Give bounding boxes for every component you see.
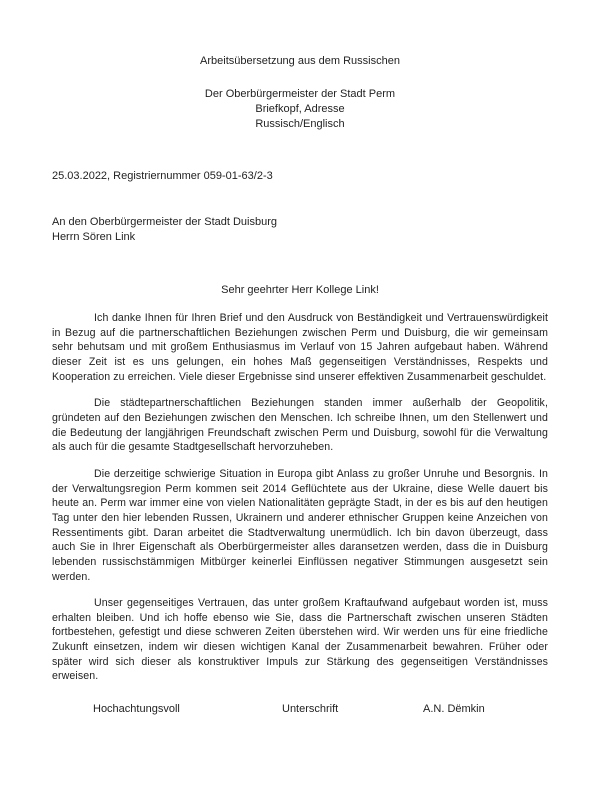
- salutation: Sehr geehrter Herr Kollege Link!: [221, 284, 379, 296]
- letterhead-block: [0, 87, 600, 132]
- letterhead-language-note: Russisch/Englisch: [255, 118, 345, 130]
- letterhead-address-note: Briefkopf, Adresse: [255, 103, 345, 115]
- paragraph-3: Die derzeitige schwierige Situation in Europa gibt Anlass zu großer Unruhe und Besorgnis. In der Verwaltungsregion Perm kommen seit 2014 Geflüchtete aus der Ukraine, diese Welle dauert bis heute an. Perm war immer eine von vielen Nationalitäten geprägte Stadt, in der es bis auf den heutigen Tag unter den hier lebenden Russen, Ukrainern und anderer ethnischer Gruppen keine Anzeichen von Ressentiments gibt. Daran arbeitet die Stadtverwaltung unermüdlich. Ich bin davon überzeugt, dass auch Sie in Ihrer Eigenschaft als Oberbürgermeister alles daransetzen werden, dass die in Duisburg lebenden russischstämmigen Mitbürger keinerlei Einflüssen negativer Stimmungen ausgesetzt sein werden.: [52, 467, 548, 583]
- closing-phrase: Hochachtungsvoll: [93, 703, 180, 715]
- date-registration-line: 25.03.2022, Registriernummer 059-01-63/2-3: [52, 170, 273, 182]
- paragraph-2: Die städtepartnerschaftlichen Beziehungen standen immer außerhalb der Geopolitik, gründeten auf den Beziehungen zwischen den Menschen. Ich schreibe Ihnen, um den Stellenwert und die Bedeutung der langjährigen Freundschaft zwischen Perm und Duisburg, sowohl für die Verwaltung als auch für die gesamte Stadtgesellschaft hervorzuheben.: [52, 397, 548, 454]
- recipient-block: [52, 215, 277, 245]
- signature-row: [52, 703, 548, 719]
- translation-note: Arbeitsübersetzung aus dem Russischen: [200, 55, 400, 67]
- paragraph-4: Unser gegenseitiges Vertrauen, das unter großem Kraftaufwand aufgebaut worden ist, muss erhalten bleiben. Und ich hoffe ebenso wie Sie, dass die Partnerschaft zwischen unseren Städten fortbestehen, gefestigt und diese schweren Zeiten überstehen wird. Wir werden uns für eine friedliche Zukunft einsetzen, indem wir diesen wichtigen Kanal der Zusammenarbeit bewahren. Früher oder später wird sich dieser als konstruktiver Impuls zur Stärkung des gegenseitigen Verständnisses erweisen.: [52, 597, 548, 683]
- letter-body: [52, 311, 548, 696]
- recipient-name: Herrn Sören Link: [52, 231, 136, 243]
- signer-name: A.N. Dëmkin: [423, 703, 485, 715]
- letterhead-sender: Der Oberbürgermeister der Stadt Perm: [204, 88, 396, 100]
- signature-placeholder-label: Unterschrift: [282, 703, 339, 715]
- recipient-title: An den Oberbürgermeister der Stadt Duisburg: [52, 216, 278, 228]
- paragraph-1: Ich danke Ihnen für Ihren Brief und den Ausdruck von Beständigkeit und Vertrauenswürdigkeit in Bezug auf die partnerschaftlichen Beziehungen zwischen Perm und Duisburg, die wir gemeinsam sehr behutsam und mit großem Enthusiasmus im Verlauf von 15 Jahren aufgebaut haben. Während dieser Zeit ist es uns gelungen, ein hohes Maß gegenseitigen Verständnisses, Respekts und Kooperation zu erreichen. Viele dieser Ergebnisse sind unserer effektiven Zusammenarbeit geschuldet.: [52, 312, 548, 383]
